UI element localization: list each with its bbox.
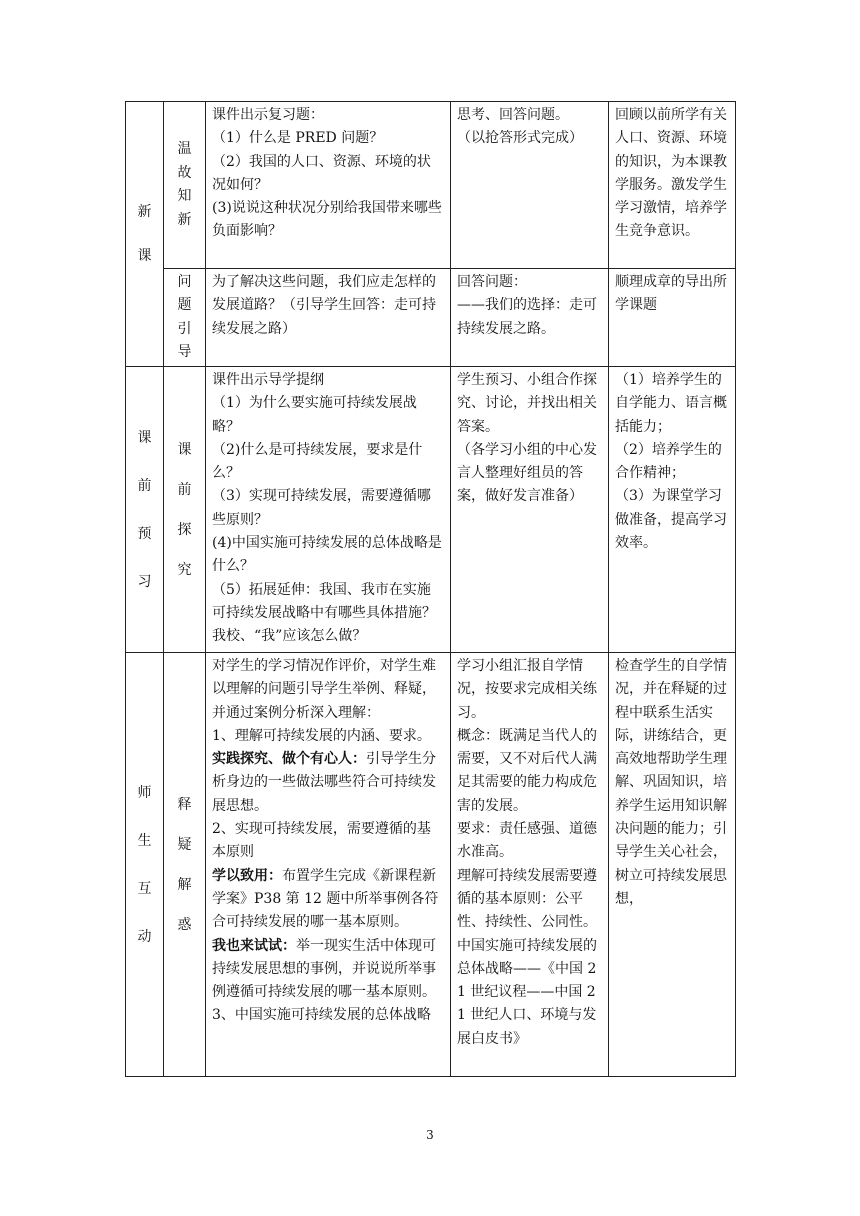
text-line: 课件出示导学提纲 [212,372,324,388]
text-line: （2)什么是可持续发展，要求是什么？ [212,441,423,482]
teacher-activity-lines [212,369,444,649]
bold-heading: 学以致用： [212,867,282,884]
table-row [126,269,736,367]
label-char: 预 [137,525,152,542]
label-char: 故 [177,164,192,181]
substage-cell [164,102,206,269]
text-line: 概念：既满足当代人的需要，又不对后代人满足其需要的能力构成危害的发展。 [457,727,597,814]
label-char: 前 [177,481,192,498]
label-char: 动 [137,928,152,945]
text-line: ——我们的选择：走可持续发展之路。 [457,297,597,337]
text-line: （各学习小组的中心发言人整理好组员的答案，做好发言准备） [457,441,597,505]
label-char: 究 [177,561,192,578]
text-line: （以抢答形式完成） [457,130,583,147]
teacher-paragraph: 3、中国实施可持续发展的总体战略 [212,1007,431,1024]
label-char: 疑 [177,836,192,853]
label-char: 课 [137,248,152,264]
text-line: 思考、回答问题。 [457,107,569,123]
table-row [126,653,736,1077]
substage-label [177,138,193,232]
teacher-activity-cell [206,653,451,1077]
label-char: 习 [137,573,152,590]
paragraph-text: 举一现实生活中体现可持续发展思想的事例，并说说所举事例遵循可持续发展的哪一基本原则。 [212,937,436,1001]
text-line: 中国实施可持续发展的总体战略——《中国 21 世纪议程——中国 21 世纪人口、环境与发展白皮书》 [457,937,597,1047]
design-purpose-text: 顺理成章的导出所学课题 [615,274,727,314]
text-line: 课件出示复习题： [212,107,324,123]
label-char: 生 [137,832,152,849]
text-line: 为了解决这些问题，我们应走怎样的发展道路？（引导学生回答：走可持续发展之路） [212,274,436,337]
teacher-activity-lines [212,104,444,244]
label-char: 温 [177,141,192,157]
student-activity-cell [451,653,609,1077]
teacher-activity-lines [212,271,444,341]
text-line: （2）培养学生的合作精神； [615,441,722,482]
student-activity-cell [451,269,609,367]
text-line: （1）什么是 PRED 问题？ [212,130,384,147]
stage-label [137,190,153,278]
text-line: 学生预习、小组合作探究、讨论，并找出相关答案。 [457,372,597,435]
stage-cell [126,653,164,1077]
label-char: 题 [177,297,192,313]
label-char: 新 [137,204,152,220]
label-char: 前 [137,477,152,494]
label-char: 课 [177,441,192,458]
design-purpose-cell [609,269,736,367]
text-line: （2）我国的人口、资源、环境的状况如何？ [212,153,431,193]
label-char: 引 [177,320,192,337]
student-activity-lines [457,655,602,1051]
teacher-activity-cell [206,367,451,653]
label-char: 探 [177,521,192,538]
substage-label [177,430,193,590]
text-line: 回答问题： [457,274,527,290]
label-char: 师 [137,784,152,801]
student-activity-cell [451,102,609,269]
design-purpose-cell [609,367,736,653]
student-activity-lines [457,369,602,509]
bold-heading: 我也来试试： [212,937,296,954]
label-char: 释 [177,796,192,813]
paragraph-text: 引导学生分析身边的一些做法哪些符合可持续发展思想。 [212,751,436,814]
table-row [126,367,736,653]
teacher-paragraph: 2、实现可持续发展，需要遵循的基本原则 [212,821,431,861]
teacher-paragraph: 对学生的学习情况作评价，对学生难以理解的问题引导学生举例、释疑，并通过案例分析深入理解： [212,658,436,721]
substage-cell [164,367,206,653]
teacher-paragraph [212,865,444,935]
label-char: 互 [137,880,152,897]
design-purpose-text: 回顾以前所学有关人口、资源、环境的知识，为本课教学服务。激发学生学习激情，培养学生竞争意识。 [615,107,727,240]
label-char: 解 [177,876,192,893]
text-line: （1）培养学生的自学能力、语言概括能力； [615,372,727,435]
text-line: （3）实现可持续发展，需要遵循哪些原则？ [212,488,431,528]
text-line: 理解可持续发展需要遵循的基本原则：公平性、持续性、公同性。 [457,867,597,931]
substage-label [177,271,193,365]
substage-cell [164,653,206,1077]
text-line: (4)中国实施可持续发展的总体战略是什么？ [212,535,442,575]
substage-label [177,785,193,945]
design-purpose-cell [609,653,736,1077]
text-line: （5）拓展延伸：我国、我市在实施可持续发展战略中有哪些具体措施？我校、“我”应该怎么做？ [212,581,436,645]
text-line: （1）为什么要实施可持续发展战略？ [212,395,417,435]
label-char: 知 [177,188,192,204]
teacher-paragraph: 1、理解可持续发展的内涵、要求。 [212,727,431,744]
text-line: 学习小组汇报自学情况，按要求完成相关练习。 [457,658,597,721]
teacher-activity-cell [206,269,451,367]
text-line: 要求：责任感强、道德水准高。 [457,821,597,861]
text-line: (3)说说这种状况分别给我国带来哪些负面影响？ [212,200,442,240]
teacher-paragraph [212,935,444,1005]
label-char: 导 [177,344,192,360]
label-char: 问 [177,273,192,290]
design-purpose-text: 检查学生的自学情况，并在释疑的过程中联系生活实际，讲练结合，更高效地帮助学生理解、巩固知识，培养学生运用知识解决问题的能力；引导学生关心社会，树立可持续发展思想， [615,658,727,907]
table-row [126,102,736,269]
student-activity-lines [457,271,602,341]
stage-cell [126,102,164,367]
stage-cell [126,367,164,653]
label-char: 新 [177,211,192,228]
text-line: （3）为课堂学习做准备，提高学习效率。 [615,488,727,552]
design-purpose-cell [609,102,736,269]
substage-cell [164,269,206,367]
stage-label [137,769,153,961]
label-char: 课 [137,429,152,446]
paragraph-text: 布置学生完成《新课程新学案》P38 第 12 题中所举事例各符合可持续发展的哪一基本原则。 [212,867,439,931]
page-number: 3 [426,1128,434,1142]
teacher-paragraph [212,748,444,818]
student-activity-cell [451,367,609,653]
bold-heading: 实践探究、做个有心人： [212,751,366,768]
stage-label [137,414,153,606]
label-char: 惑 [177,916,192,933]
student-activity-lines [457,104,602,151]
design-purpose-lines [615,369,729,555]
teacher-activity-cell [206,102,451,269]
lesson-plan-table [125,101,736,1077]
